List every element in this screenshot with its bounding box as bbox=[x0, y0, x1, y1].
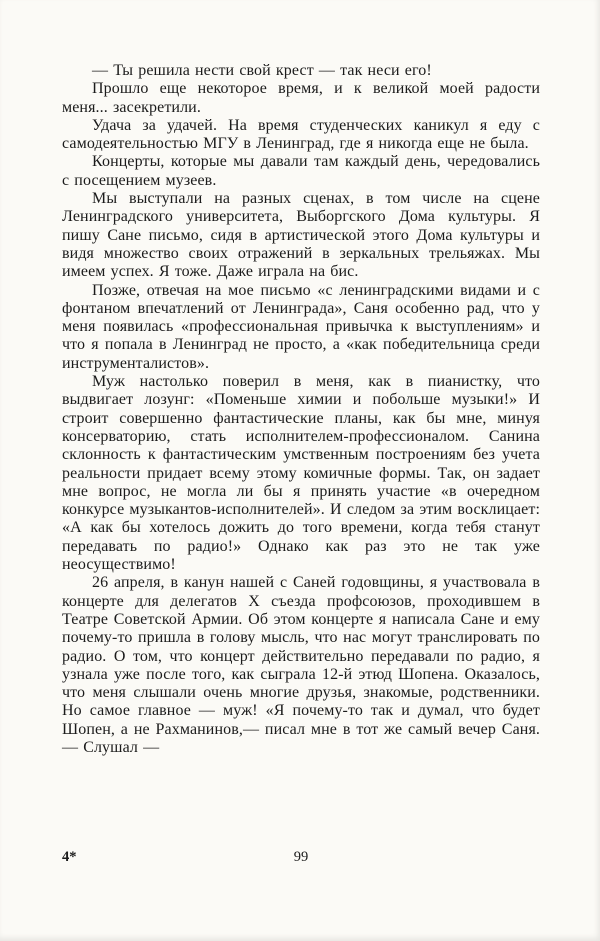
paragraph: Удача за удачей. На время студенческих каникул я еду с самодеятельностью МГУ в Ленинград, где я никогда еще не была. bbox=[62, 116, 540, 153]
printer-signature: 4* bbox=[62, 849, 77, 865]
paragraph-dialogue: — Ты решила нести свой крест — так неси его! bbox=[92, 62, 432, 79]
paragraph: Позже, отвечая на мое письмо «с ленинградскими видами и с фонтаном впечатлений от Ленинграда», Саня особенно рад, что у меня появилась «профессиональная привычка к выступлениям» и что я попала в Ленинград не просто, а «как победительница среди инструменталистов». bbox=[62, 281, 540, 372]
page-text bbox=[62, 62, 540, 757]
page-number: 99 bbox=[293, 849, 309, 865]
page-footer bbox=[62, 849, 540, 869]
paragraph: 26 апреля, в канун нашей с Саней годовщины, я участвовала в концерте для делегатов X съезда профсоюзов, проходившем в Театре Советской Армии. Об этом концерте я написала Сане и ему почему-то пришла в голову мысль, что нас могут транслировать по радио. О том, что концерт действительно передавали по радио, я узнала уже после того, как сыграла 12-й этюд Шопена. Оказалось, что меня слышали очень многие друзья, знакомые, родственники. Но самое главное — муж! «Я почему-то так и думал, что будет Шопен, а не Рахманинов,— писал мне в тот же самый вечер Саня.— Слушал — bbox=[62, 574, 540, 756]
paragraph: Концерты, которые мы давали там каждый день, чередовались с посещением музеев. bbox=[62, 153, 540, 189]
paragraph: Муж настолько поверил в меня, как в пианистку, что выдвигает лозунг: «Поменьше химии и побольше музыки!» И строит совершенно фантастические планы, как бы мне, минуя консерваторию, стать исполнителем-профессионалом. Санина склонность к фантастическим умственным построениям без учета реальности придает всему этому комичные формы. Так, он задает мне вопрос, не могла ли бы я принять участие «в очередном конкурсе музыкантов-исполнителей». И следом за этим восклицает: «А как бы хотелось дожить до того времени, когда тебя станут передавать по радио!» Однако как раз это не так уже неосуществимо! bbox=[62, 373, 540, 574]
paragraph: Мы выступали на разных сценах, в том числе на сцене Ленинградского университета, Выборгского Дома культуры. Я пишу Сане письмо, сидя в артистической этого Дома культуры и видя множество своих отражений в зеркальных трельяжах. Мы имеем успех. Я тоже. Даже играла на бис. bbox=[62, 190, 540, 281]
paragraph: Прошло еще некоторое время, и к великой моей радости меня... засекретили. bbox=[62, 80, 540, 116]
